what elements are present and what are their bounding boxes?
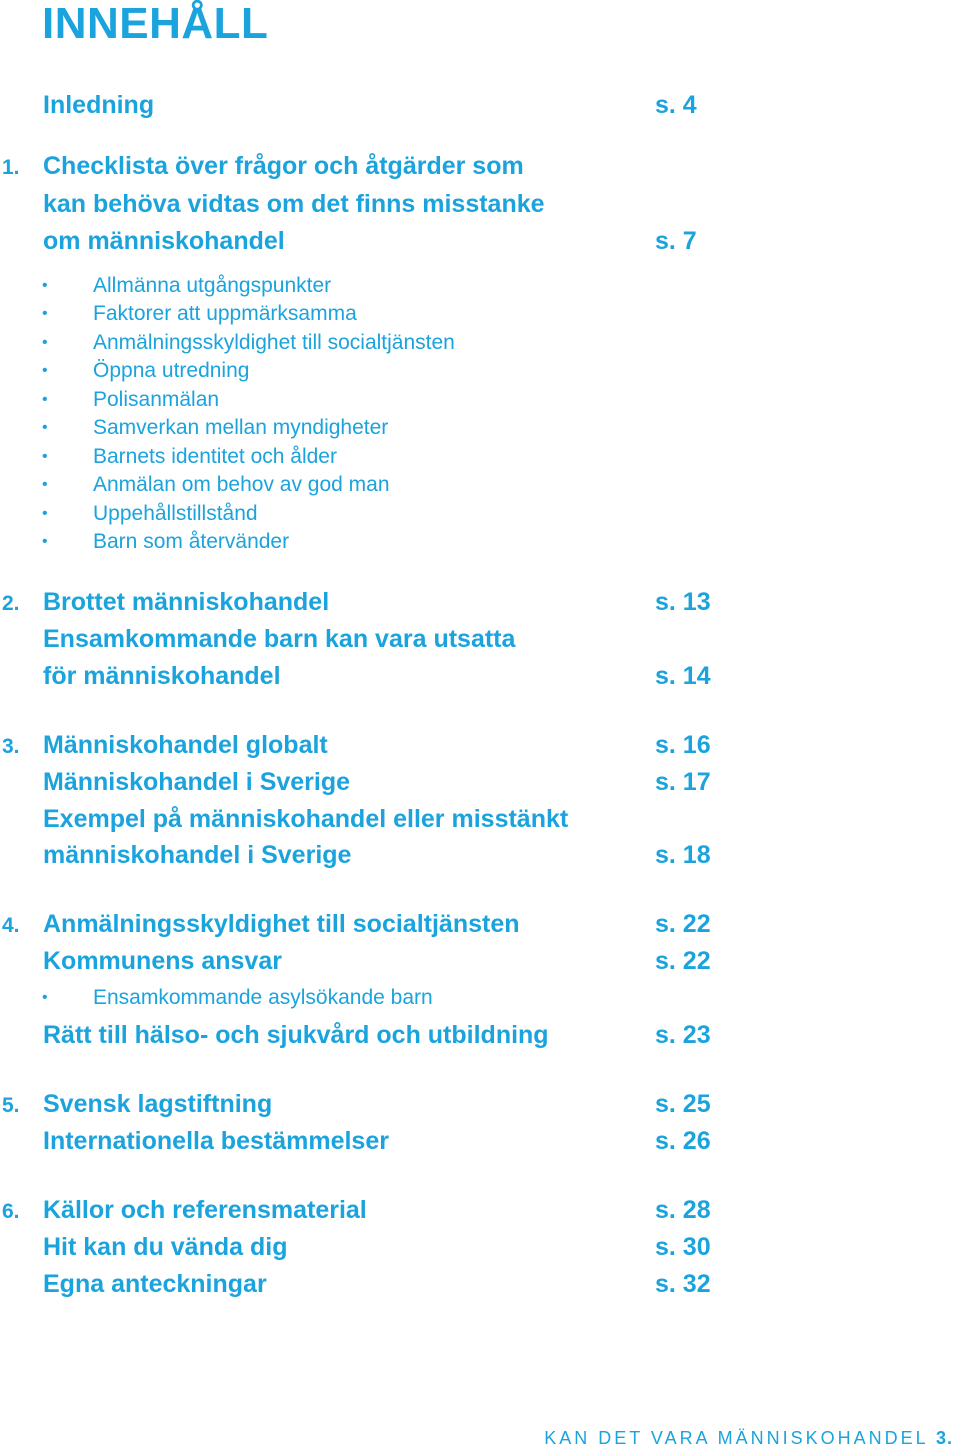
toc-page: s. 28 — [655, 1196, 711, 1224]
bullet-icon: • — [42, 277, 48, 294]
toc-entry-anmalningsskyldighet: Anmälningsskyldighet till socialtjänsten — [43, 910, 520, 938]
toc-entry-sverige: Människohandel i Sverige — [43, 768, 351, 796]
bullet-icon: • — [42, 419, 48, 436]
toc-page: s. 30 — [655, 1233, 711, 1261]
bullet-item: Anmälningsskyldighet till socialtjänsten — [93, 331, 455, 354]
page-title: INNEHÅLL — [42, 0, 269, 48]
toc-entry-line: Exempel på människohandel eller misstänkt — [43, 805, 569, 833]
bullet-item: Polisanmälan — [93, 388, 220, 411]
bullet-icon: • — [42, 362, 48, 379]
toc-entry-internationella: Internationella bestämmelser — [43, 1127, 389, 1155]
page-footer — [544, 1428, 953, 1448]
bullet-icon: • — [42, 391, 48, 408]
bullet-icon: • — [42, 533, 48, 550]
bullet-icon: • — [42, 305, 48, 322]
toc-page: s. 14 — [655, 662, 711, 690]
section-number-1: 1. — [2, 156, 20, 179]
toc-page-inledning: s. 4 — [655, 91, 697, 119]
toc-entry-kallor: Källor och referensmaterial — [43, 1196, 367, 1224]
bullet-item: Öppna utredning — [93, 359, 250, 382]
bullet-item: Uppehållstillstånd — [93, 502, 258, 525]
toc-entry-egna-anteckningar: Egna anteckningar — [43, 1270, 267, 1298]
bullet-icon: • — [42, 989, 48, 1006]
toc-entry-line: människohandel i Sverige — [43, 841, 352, 869]
toc-page: s. 32 — [655, 1270, 711, 1298]
toc-entry-line: om människohandel — [43, 227, 285, 255]
bullet-item: Samverkan mellan myndigheter — [93, 416, 389, 439]
bullet-item: Barn som återvänder — [93, 530, 290, 553]
bullet-item: Ensamkommande asylsökande barn — [93, 986, 433, 1009]
section-number-4: 4. — [2, 914, 20, 937]
toc-entry-line: Checklista över frågor och åtgärder som — [43, 152, 524, 180]
toc-page: s. 13 — [655, 588, 711, 616]
bullet-icon: • — [42, 476, 48, 493]
footer-page-number: 3. — [935, 1428, 953, 1448]
toc-entry-kommunens-ansvar: Kommunens ansvar — [43, 947, 282, 975]
footer-text: KAN DET VARA MÄNNISKOHANDEL — [544, 1428, 928, 1448]
bullet-item: Allmänna utgångspunkter — [93, 274, 332, 297]
bullet-item: Faktorer att uppmärksamma — [93, 302, 357, 325]
toc-page: s. 16 — [655, 731, 711, 759]
toc-page: s. 22 — [655, 947, 711, 975]
section-number-5: 5. — [2, 1094, 20, 1117]
bullet-item: Anmälan om behov av god man — [93, 473, 390, 496]
bullet-icon: • — [42, 448, 48, 465]
toc-entry-globalt: Människohandel globalt — [43, 731, 328, 759]
section-number-3: 3. — [2, 735, 20, 758]
section-number-6: 6. — [2, 1200, 20, 1223]
bullet-item: Barnets identitet och ålder — [93, 445, 337, 468]
toc-page: s. 25 — [655, 1090, 711, 1118]
toc-page: s. 23 — [655, 1021, 711, 1049]
toc-page: s. 18 — [655, 841, 711, 869]
toc-entry-line: kan behöva vidtas om det finns misstanke — [43, 190, 545, 218]
toc-entry-halso-sjukvard: Rätt till hälso- och sjukvård och utbildning — [43, 1021, 549, 1049]
bullet-icon: • — [42, 505, 48, 522]
toc-entry-inledning: Inledning — [43, 91, 155, 119]
section-number-2: 2. — [2, 592, 20, 615]
toc-page: s. 22 — [655, 910, 711, 938]
toc-entry-hit-kan-du: Hit kan du vända dig — [43, 1233, 288, 1261]
toc-entry-brottet: Brottet människohandel — [43, 588, 330, 616]
toc-entry-svensk-lagstiftning: Svensk lagstiftning — [43, 1090, 273, 1118]
bullet-icon: • — [42, 334, 48, 351]
toc-page: s. 17 — [655, 768, 711, 796]
toc-page-section1: s. 7 — [655, 227, 697, 255]
toc-page: s. 26 — [655, 1127, 711, 1155]
toc-entry-line: Ensamkommande barn kan vara utsatta — [43, 625, 516, 653]
toc-entry-line: för människohandel — [43, 662, 281, 690]
